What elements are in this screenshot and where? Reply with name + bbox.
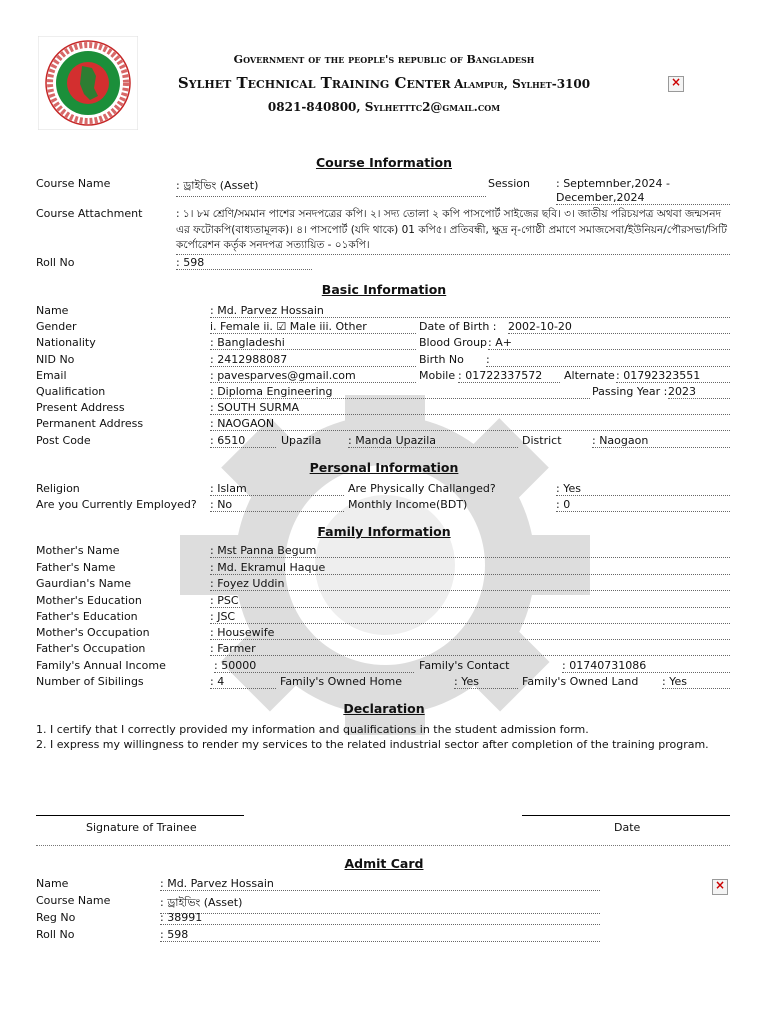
- course-info-title: Course Information: [315, 155, 453, 170]
- blood-group-label: Blood Group: [419, 336, 488, 349]
- father-name-label: Father's Name: [36, 561, 116, 574]
- annual-income-label: Family's Annual Income: [36, 659, 166, 672]
- date-label: Date: [614, 821, 641, 834]
- father-name-value: : Md. Ekramul Haque: [210, 561, 730, 575]
- father-occupation-label: Father's Occupation: [36, 642, 146, 655]
- passing-year-label: Passing Year :: [592, 385, 668, 398]
- session-label: Session: [488, 177, 530, 190]
- qualification-label: Qualification: [36, 385, 106, 398]
- admit-photo-broken-icon: ×: [712, 879, 728, 895]
- center-contact: 0821-840800, Sylhetttc2@gmail.com: [267, 100, 501, 114]
- attachment-value: : ১। ৮ম শ্রেণি/সমমান পাশের সনদপত্রের কপি। ২। সদ্য তোলা ২ কপি পাসপোর্ট সাইজের ছবি। ৩। জাতীয় পরিচয়পত্র অথবা জন্মসনদ এর ফটোকপি(বাধ্যতামূলক)। ৪। পাসপোর্ট (যদি থাকে) 01 কপি৫। প্রতিবন্ধী, ক্ষুদ্র নৃ-গোষ্ঠী প্রমাণে সমাজসেবা/ইউনিয়ন/পৌরসভা/সিটি কর্পোরেশন কর্তৃক সনদপত্র সত্যায়িত - ০১কপি।: [176, 207, 730, 255]
- birth-no-value: :: [486, 353, 730, 367]
- nid-value: : 2412988087: [210, 353, 416, 367]
- owned-land-label: Family's Owned Land: [522, 675, 639, 688]
- declaration-line-1: 1. I certify that I correctly provided my information and qualifications in the student admission form.: [36, 723, 589, 736]
- admit-roll-value: : 598: [160, 928, 600, 942]
- monthly-income-label: Monthly Income(BDT): [348, 498, 468, 511]
- alternate-label: Alternate: [564, 369, 615, 382]
- gender-value: i. Female ii. ☑ Male iii. Other: [210, 320, 416, 334]
- dob-value: 2002-10-20: [508, 320, 730, 334]
- center-address: Alampur, Sylhet-3100: [454, 77, 591, 91]
- present-address-value: : SOUTH SURMA: [210, 401, 730, 415]
- father-education-label: Father's Education: [36, 610, 138, 623]
- government-line: Government of the people's republic of Bangladesh: [233, 53, 535, 66]
- nationality-value: : Bangladeshi: [210, 336, 416, 350]
- employed-label: Are you Currently Employed?: [36, 498, 197, 511]
- session-value-2: December,2024: [556, 191, 730, 205]
- email-value: : pavesparves@gmail.com: [210, 369, 416, 383]
- signature-line: [36, 815, 244, 816]
- declaration-line-2: 2. I express my willingness to render my services to the related industrial sector after completion of the training program.: [36, 738, 709, 751]
- monthly-income-value: : 0: [556, 498, 730, 512]
- cut-line: [36, 845, 730, 846]
- admit-reg-value: : 38991: [160, 911, 600, 925]
- present-address-label: Present Address: [36, 401, 125, 414]
- family-info-title: Family Information: [317, 524, 451, 539]
- family-contact-label: Family's Contact: [419, 659, 510, 672]
- post-code-label: Post Code: [36, 434, 91, 447]
- mother-education-value: : PSC: [210, 594, 730, 608]
- father-occupation-value: : Farmer: [210, 642, 730, 656]
- admit-name-label: Name: [36, 877, 69, 890]
- district-value: : Naogaon: [592, 434, 730, 448]
- course-name-label: Course Name: [36, 177, 111, 190]
- dob-label: Date of Birth :: [419, 320, 497, 333]
- permanent-address-label: Permanent Address: [36, 417, 144, 430]
- mother-occupation-value: : Housewife: [210, 626, 730, 640]
- permanent-address-value: : NAOGAON: [210, 417, 730, 431]
- admit-roll-label: Roll No: [36, 928, 75, 941]
- broken-image-icon: ×: [668, 76, 684, 92]
- date-line: [522, 815, 730, 816]
- passing-year-value: 2023: [668, 385, 730, 399]
- siblings-label: Number of Sibilings: [36, 675, 144, 688]
- physically-challenged-label: Are Physically Challanged?: [348, 482, 496, 495]
- admit-course-label: Course Name: [36, 894, 111, 907]
- owned-home-value: : Yes: [454, 675, 518, 689]
- nationality-label: Nationality: [36, 336, 96, 349]
- course-name-value: : ড্রাইভিং (Asset): [176, 177, 486, 197]
- mother-occupation-label: Mother's Occupation: [36, 626, 150, 639]
- family-contact-value: : 01740731086: [562, 659, 730, 673]
- mother-education-label: Mother's Education: [36, 594, 142, 607]
- name-label: Name: [36, 304, 69, 317]
- blood-group-value: : A+: [488, 336, 730, 350]
- owned-land-value: : Yes: [662, 675, 730, 689]
- guardian-name-value: : Foyez Uddin: [210, 577, 730, 591]
- mobile-label: Mobile: [419, 369, 456, 382]
- attachment-label: Course Attachment: [36, 207, 143, 220]
- district-label: District: [522, 434, 562, 447]
- roll-value: : 598: [176, 256, 312, 270]
- center-name: Sylhet Technical Training Center: [177, 74, 451, 92]
- mobile-value: : 01722337572: [458, 369, 560, 383]
- personal-info-title: Personal Information: [309, 460, 459, 475]
- gender-label: Gender: [36, 320, 77, 333]
- declaration-title: Declaration: [343, 701, 425, 716]
- nid-label: NID No: [36, 353, 75, 366]
- name-value: : Md. Parvez Hossain: [210, 304, 730, 318]
- roll-label: Roll No: [36, 256, 75, 269]
- owned-home-label: Family's Owned Home: [280, 675, 403, 688]
- father-education-value: : JSC: [210, 610, 730, 624]
- post-code-value: : 6510: [210, 434, 276, 448]
- qualification-value: : Diploma Engineering: [210, 385, 590, 399]
- email-label: Email: [36, 369, 67, 382]
- admit-name-value: : Md. Parvez Hossain: [160, 877, 600, 891]
- admit-reg-label: Reg No: [36, 911, 76, 924]
- annual-income-value: : 50000: [214, 659, 414, 673]
- religion-value: : Islam: [210, 482, 344, 496]
- center-title-line: [0, 74, 768, 92]
- mother-name-value: : Mst Panna Begum: [210, 544, 730, 558]
- birth-no-label: Birth No: [419, 353, 464, 366]
- employed-value: : No: [210, 498, 344, 512]
- upazila-label: Upazila: [281, 434, 322, 447]
- alternate-value: : 01792323551: [616, 369, 730, 383]
- physically-challenged-value: : Yes: [556, 482, 730, 496]
- admit-course-value: : ড্রাইভিং (Asset): [160, 894, 600, 914]
- guardian-name-label: Gaurdian's Name: [36, 577, 132, 590]
- session-value-1: : Septemnber,2024 -: [556, 177, 670, 190]
- religion-label: Religion: [36, 482, 80, 495]
- basic-info-title: Basic Information: [321, 282, 447, 297]
- signature-label: Signature of Trainee: [86, 821, 197, 834]
- upazila-value: : Manda Upazila: [348, 434, 518, 448]
- siblings-value: : 4: [210, 675, 276, 689]
- mother-name-label: Mother's Name: [36, 544, 120, 557]
- admit-card-title: Admit Card: [344, 856, 424, 871]
